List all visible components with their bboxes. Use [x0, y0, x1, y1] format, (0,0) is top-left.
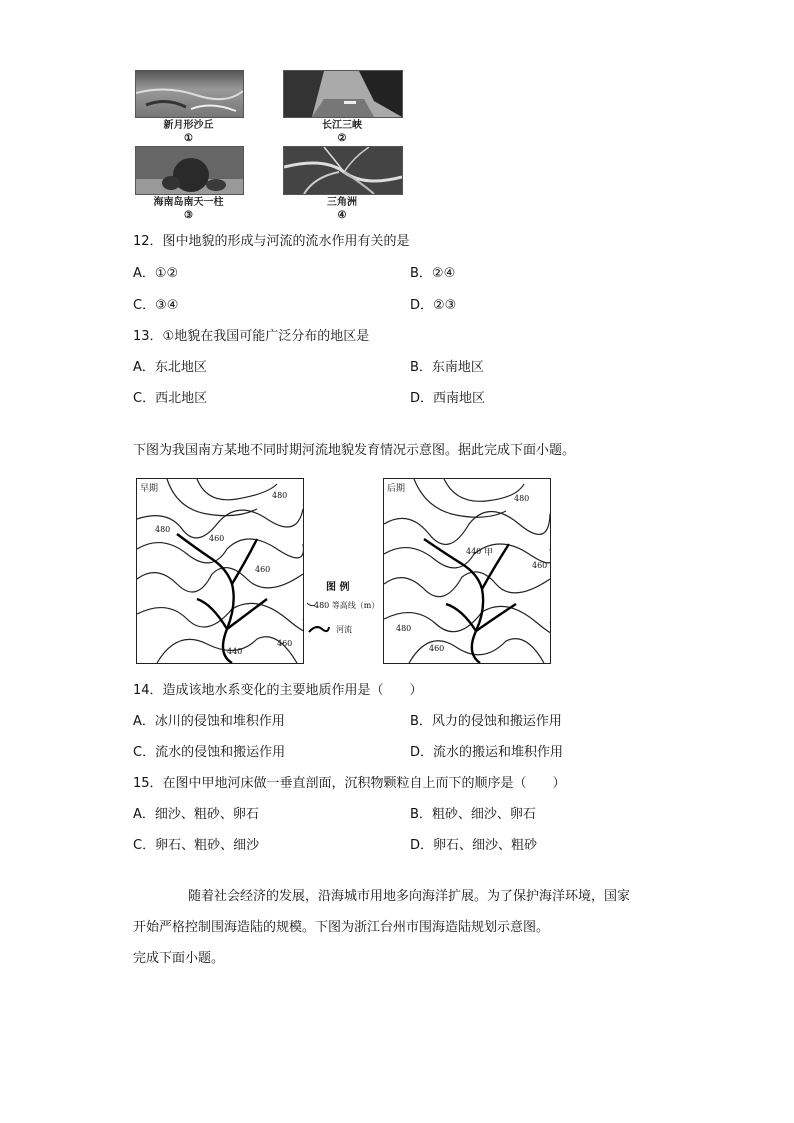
question-13-stem: 13．①地貌在我国可能广泛分布的地区是	[133, 329, 370, 344]
q14-option-d[interactable]: D．流水的搬运和堆积作用	[410, 745, 564, 760]
contour-label-480: 480	[272, 491, 288, 500]
map-late-label: 后期	[387, 484, 406, 494]
section-intro-reclamation-line2: 开始严格控制围海造陆的规模。下图为浙江台州市围海造陆规划示意图。	[133, 920, 550, 935]
section-intro-reclamation-line3: 完成下面小题。	[133, 951, 225, 966]
q12-option-c[interactable]: C．③④	[133, 298, 179, 313]
contour-label-460-b: 460	[255, 565, 271, 574]
q13-option-c[interactable]: C．西北地区	[133, 391, 208, 406]
q12-option-b[interactable]: B．②④	[410, 266, 456, 281]
photo-caption-3: 海南岛南天一柱 ③	[153, 197, 224, 221]
photo-caption-1: 新月形沙丘 ①	[163, 120, 214, 144]
q15-option-b[interactable]: B．粗砂、细沙、卵石	[410, 807, 536, 822]
contour-lines-late	[384, 479, 550, 663]
q12-option-d[interactable]: D．②③	[410, 298, 457, 313]
legend-river-label: 河流	[336, 625, 352, 634]
q15-option-c[interactable]: C．卵石、粗砂、细沙	[133, 838, 260, 853]
question-12-stem: 12．图中地貌的形成与河流的流水作用有关的是	[133, 234, 410, 249]
photo-caption-4: 三角洲 ④	[327, 197, 357, 221]
contour-label-440-late: 440	[466, 547, 482, 556]
section-intro-reclamation-line1: 随着社会经济的发展，沿海城市用地多向海洋扩展。为了保护海洋环境，国家	[188, 889, 631, 904]
contour-lines-early	[137, 479, 303, 663]
q15-option-d[interactable]: D．卵石、细沙、粗砂	[410, 838, 538, 853]
contour-label-460: 460	[209, 534, 225, 543]
q13-option-d[interactable]: D．西南地区	[410, 391, 486, 406]
q14-option-c[interactable]: C．流水的侵蚀和搬运作用	[133, 745, 286, 760]
question-14-stem: 14．造成该地水系变化的主要地质作用是（ ）	[133, 683, 423, 698]
section-intro-river-landforms: 下图为我国南方某地不同时期河流地貌发育情况示意图。据此完成下面小题。	[133, 443, 576, 458]
photo-crescent-dune	[135, 70, 244, 118]
contour-map-late	[383, 478, 551, 664]
q15-option-a[interactable]: A．细沙、粗砂、卵石	[133, 807, 259, 822]
contour-label-480-left: 480	[155, 525, 171, 534]
photo-three-gorges	[283, 70, 403, 118]
q14-option-b[interactable]: B．风力的侵蚀和搬运作用	[410, 714, 562, 729]
legend-contour-label: 480 等高线（m）	[314, 601, 380, 610]
contour-label-480-late-left: 480	[396, 624, 412, 633]
contour-map-early	[136, 478, 304, 664]
legend-title: 图 例	[326, 582, 350, 593]
q13-option-b[interactable]: B．东南地区	[410, 360, 484, 375]
q12-option-a[interactable]: A．①②	[133, 266, 179, 281]
photo-delta	[283, 146, 403, 195]
contour-label-480-late: 480	[514, 494, 530, 503]
q13-option-a[interactable]: A．东北地区	[133, 360, 207, 375]
photo-tianya-pillar	[135, 146, 244, 195]
question-15-stem: 15．在图中甲地河床做一垂直剖面，沉积物颗粒自上而下的顺序是（ ）	[133, 776, 566, 791]
contour-label-440: 440	[227, 647, 243, 656]
contour-label-460-c: 460	[277, 639, 293, 648]
q14-option-a[interactable]: A．冰川的侵蚀和堆积作用	[133, 714, 285, 729]
contour-label-460-late: 460	[532, 561, 548, 570]
map-early-label: 早期	[140, 484, 159, 494]
jia-label: 甲	[484, 548, 494, 558]
photo-caption-2: 长江三峡 ②	[322, 120, 362, 144]
legend-river-symbol	[308, 624, 330, 634]
contour-label-460-late-b: 460	[429, 644, 445, 653]
